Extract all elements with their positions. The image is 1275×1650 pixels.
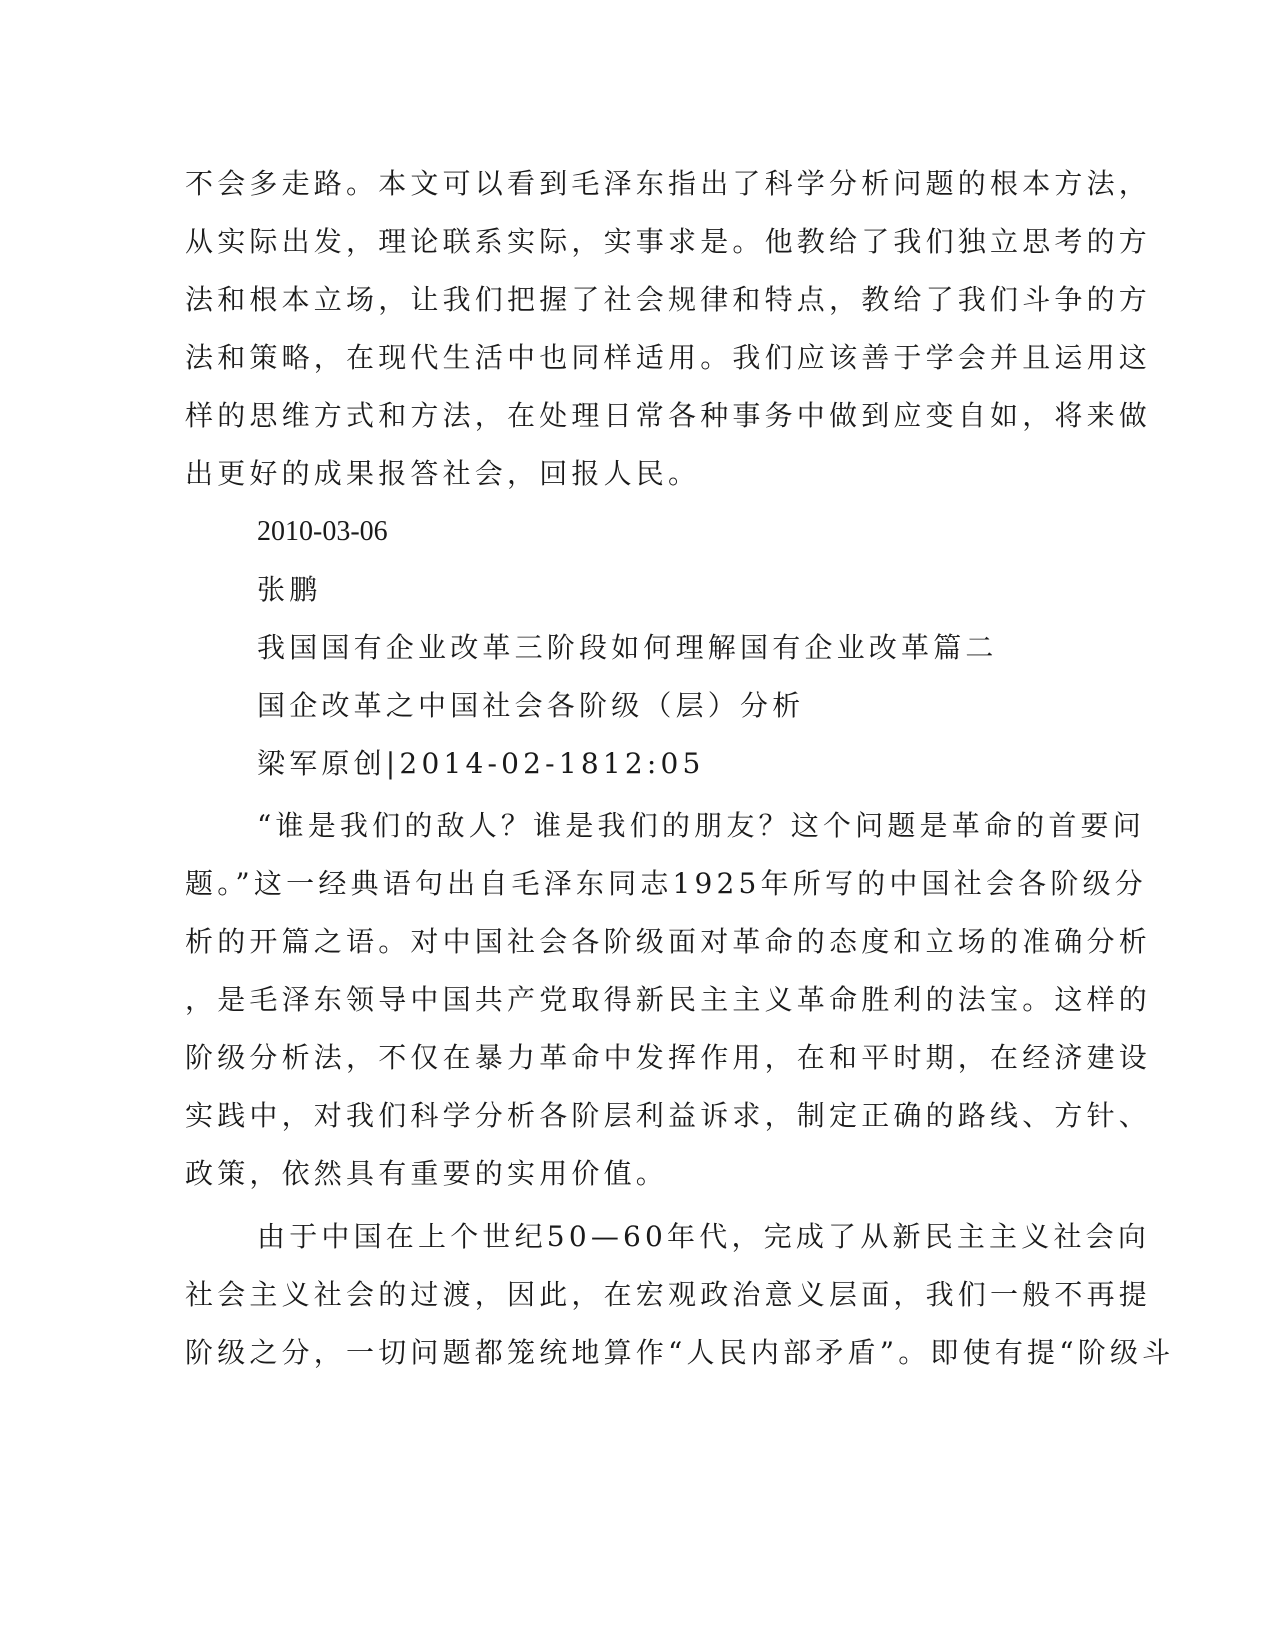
paragraph-line: 实践中，对我们科学分析各阶层利益诉求，制定正确的路线、方针、 <box>185 1099 1152 1132</box>
date-line: 2010-03-06 <box>257 516 388 547</box>
paragraph-line: 题。”这一经典语句出自毛泽东同志1925年所写的中国社会各阶级分 <box>185 867 1147 900</box>
paragraph-line: 阶级之分，一切问题都笼统地算作“人民内部矛盾”。即使有提“阶级斗 <box>185 1336 1175 1369</box>
paragraph-line: ，是毛泽东领导中国共产党取得新民主主义革命胜利的法宝。这样的 <box>185 983 1152 1016</box>
byline: 梁军原创|2014-02-1812:05 <box>257 747 705 780</box>
paragraph-line: 不会多走路。本文可以看到毛泽东指出了科学分析问题的根本方法， <box>185 167 1152 200</box>
author-name: 张鹏 <box>257 573 322 606</box>
paragraph-line: “谁是我们的敌人？谁是我们的朋友？这个问题是革命的首要问 <box>257 809 1145 842</box>
paragraph-line: 法和策略，在现代生活中也同样适用。我们应该善于学会并且运用这 <box>185 341 1152 374</box>
paragraph-line: 从实际出发，理论联系实际，实事求是。他教给了我们独立思考的方 <box>185 225 1152 258</box>
paragraph-line: 政策，依然具有重要的实用价值。 <box>185 1157 669 1190</box>
paragraph-line: 阶级分析法，不仅在暴力革命中发挥作用，在和平时期，在经济建设 <box>185 1041 1152 1074</box>
paragraph-line: 析的开篇之语。对中国社会各阶级面对革命的态度和立场的准确分析 <box>185 925 1152 958</box>
paragraph-line: 样的思维方式和方法，在处理日常各种事务中做到应变自如，将来做 <box>185 399 1152 432</box>
section-heading: 我国国有企业改革三阶段如何理解国有企业改革篇二 <box>257 631 998 664</box>
paragraph-line: 由于中国在上个世纪50—60年代，完成了从新民主主义社会向 <box>257 1220 1151 1253</box>
paragraph-line: 社会主义社会的过渡，因此，在宏观政治意义层面，我们一般不再提 <box>185 1278 1152 1311</box>
paragraph-line: 出更好的成果报答社会，回报人民。 <box>185 457 701 490</box>
article-title: 国企改革之中国社会各阶级（层）分析 <box>257 689 805 722</box>
paragraph-line: 法和根本立场，让我们把握了社会规律和特点，教给了我们斗争的方 <box>185 283 1152 316</box>
